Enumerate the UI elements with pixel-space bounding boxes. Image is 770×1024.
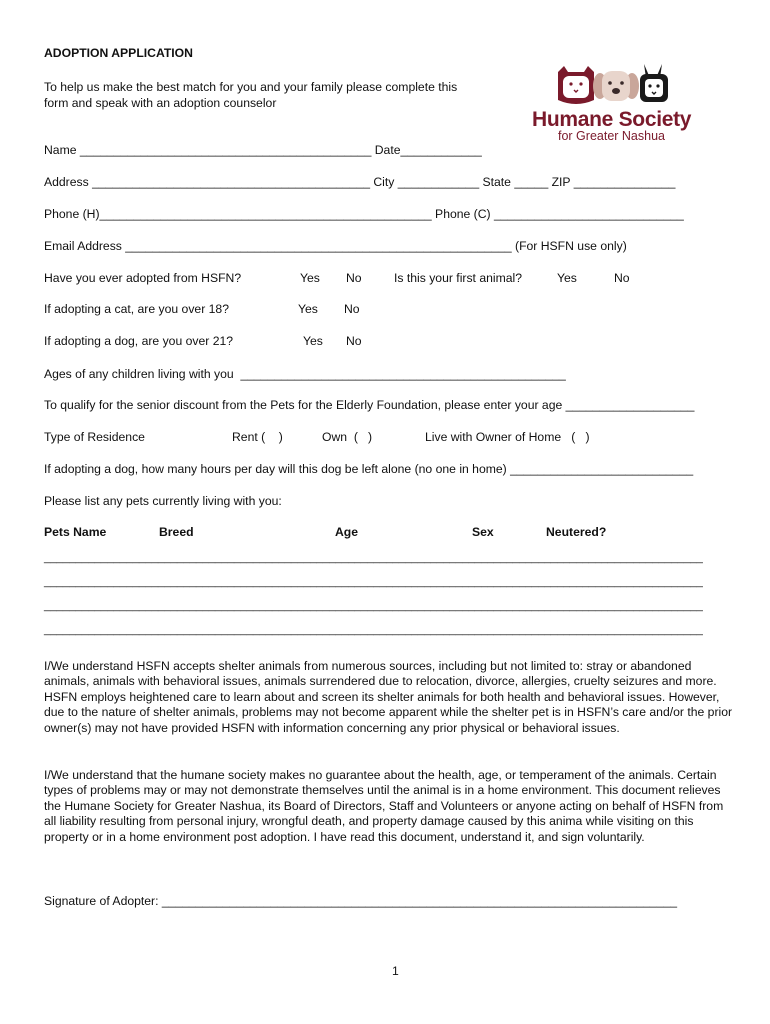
cat-over-18-label: If adopting a cat, are you over 18? [44, 302, 229, 316]
pets-row-line[interactable]: ________________________________________________________________________________________________________ [44, 576, 703, 588]
logo-name: Humane Society [532, 108, 692, 131]
pets-row-line[interactable]: ________________________________________________________________________________________________________ [44, 624, 703, 636]
first-animal-label: Is this your first animal? [394, 271, 523, 285]
dog-face-icon [593, 71, 639, 101]
intro-line-1: To help us make the best match for you and your family please complete this [44, 80, 458, 94]
disclaimer-paragraph-1: I/We understand HSFN accepts shelter animals from numerous sources, including but not limited to: stray or abandoned animals, animals with behavioral issues, animals surrendered due to relocation, divorce, allergies, cruelty seizures and more. HSFN employs heightened care to learn about and screen its shelter animals for both health and behavioral issues. However, due to the nature of shelter animals, problems may not become apparent while the shelter pet is in HSFN’s care and/or the prior owner(s) may not have provided HSFN with information concerning any prior physical or behavioral issues. [44, 659, 733, 735]
adopted-before-label: Have you ever adopted from HSFN? [44, 271, 242, 285]
cat-over-18-no[interactable]: No [344, 302, 360, 316]
name-date-field[interactable]: Name ___________________________________________ Date____________ [44, 143, 482, 157]
residence-rent-option[interactable]: Rent ( ) [232, 430, 283, 444]
adopted-before-no[interactable]: No [346, 271, 362, 285]
address-field[interactable]: Address _________________________________________ City ____________ State _____ ZIP _______________ [44, 175, 676, 189]
form-title: ADOPTION APPLICATION [44, 46, 193, 60]
pets-header-age: Age [335, 525, 359, 539]
signature-field[interactable]: Signature of Adopter: ____________________________________________________________________________ [44, 894, 678, 908]
disclaimer-paragraph-2: I/We understand that the humane society makes no guarantee about the health, age, or temperament of the animals. Certain types of problems may or may not demonstrate themselves until the animal is in a home environment. This document relieves the Humane Society for Greater Nashua, its Board of Directors, Staff and Volunteers or anyone acting on behalf of HSFN from all liability resulting from personal injury, wrongful death, and property damage caused by this anima while visiting on this property or in a home environment post adoption. I have read this document, understand it, and sign voluntarily. [44, 768, 724, 844]
pets-header-name: Pets Name [44, 525, 107, 539]
dog-over-21-yes[interactable]: Yes [303, 334, 323, 348]
cat-face-icon [558, 66, 594, 104]
pets-header-neutered: Neutered? [546, 525, 607, 539]
page-number: 1 [392, 964, 399, 978]
pets-header-breed: Breed [159, 525, 194, 539]
cat-over-18-yes[interactable]: Yes [298, 302, 318, 316]
dog-hours-alone-field[interactable]: If adopting a dog, how many hours per day will this dog be left alone (no one in home) ___________________________ [44, 462, 694, 476]
residence-live-with-owner-option[interactable]: Live with Owner of Home ( ) [425, 430, 590, 444]
senior-discount-field[interactable]: To qualify for the senior discount from the Pets for the Elderly Foundation, please enter your age ___________________ [44, 398, 695, 412]
logo-animals [528, 64, 698, 108]
email-field[interactable]: Email Address _________________________________________________________ (For HSFN use only) [44, 239, 627, 253]
dog-over-21-label: If adopting a dog, are you over 21? [44, 334, 234, 348]
residence-own-option[interactable]: Own ( ) [322, 430, 373, 444]
pets-prompt: Please list any pets currently living with you: [44, 494, 282, 508]
children-ages-field[interactable]: Ages of any children living with you ________________________________________________ [44, 367, 566, 381]
intro-line-2: form and speak with an adoption counselor [44, 96, 277, 110]
logo-subtitle: for Greater Nashua [558, 129, 665, 143]
pets-header-sex: Sex [472, 525, 494, 539]
phone-field[interactable]: Phone (H)_________________________________________________ Phone (C) ____________________________ [44, 207, 684, 221]
pets-row-line[interactable]: ________________________________________________________________________________________________________ [44, 600, 703, 612]
pets-row-line[interactable]: ________________________________________________________________________________________________________ [44, 552, 703, 564]
first-animal-no[interactable]: No [614, 271, 630, 285]
first-animal-yes[interactable]: Yes [557, 271, 577, 285]
rabbit-face-icon [640, 64, 668, 102]
adopted-before-yes[interactable]: Yes [300, 271, 320, 285]
residence-label: Type of Residence [44, 430, 145, 444]
dog-over-21-no[interactable]: No [346, 334, 362, 348]
